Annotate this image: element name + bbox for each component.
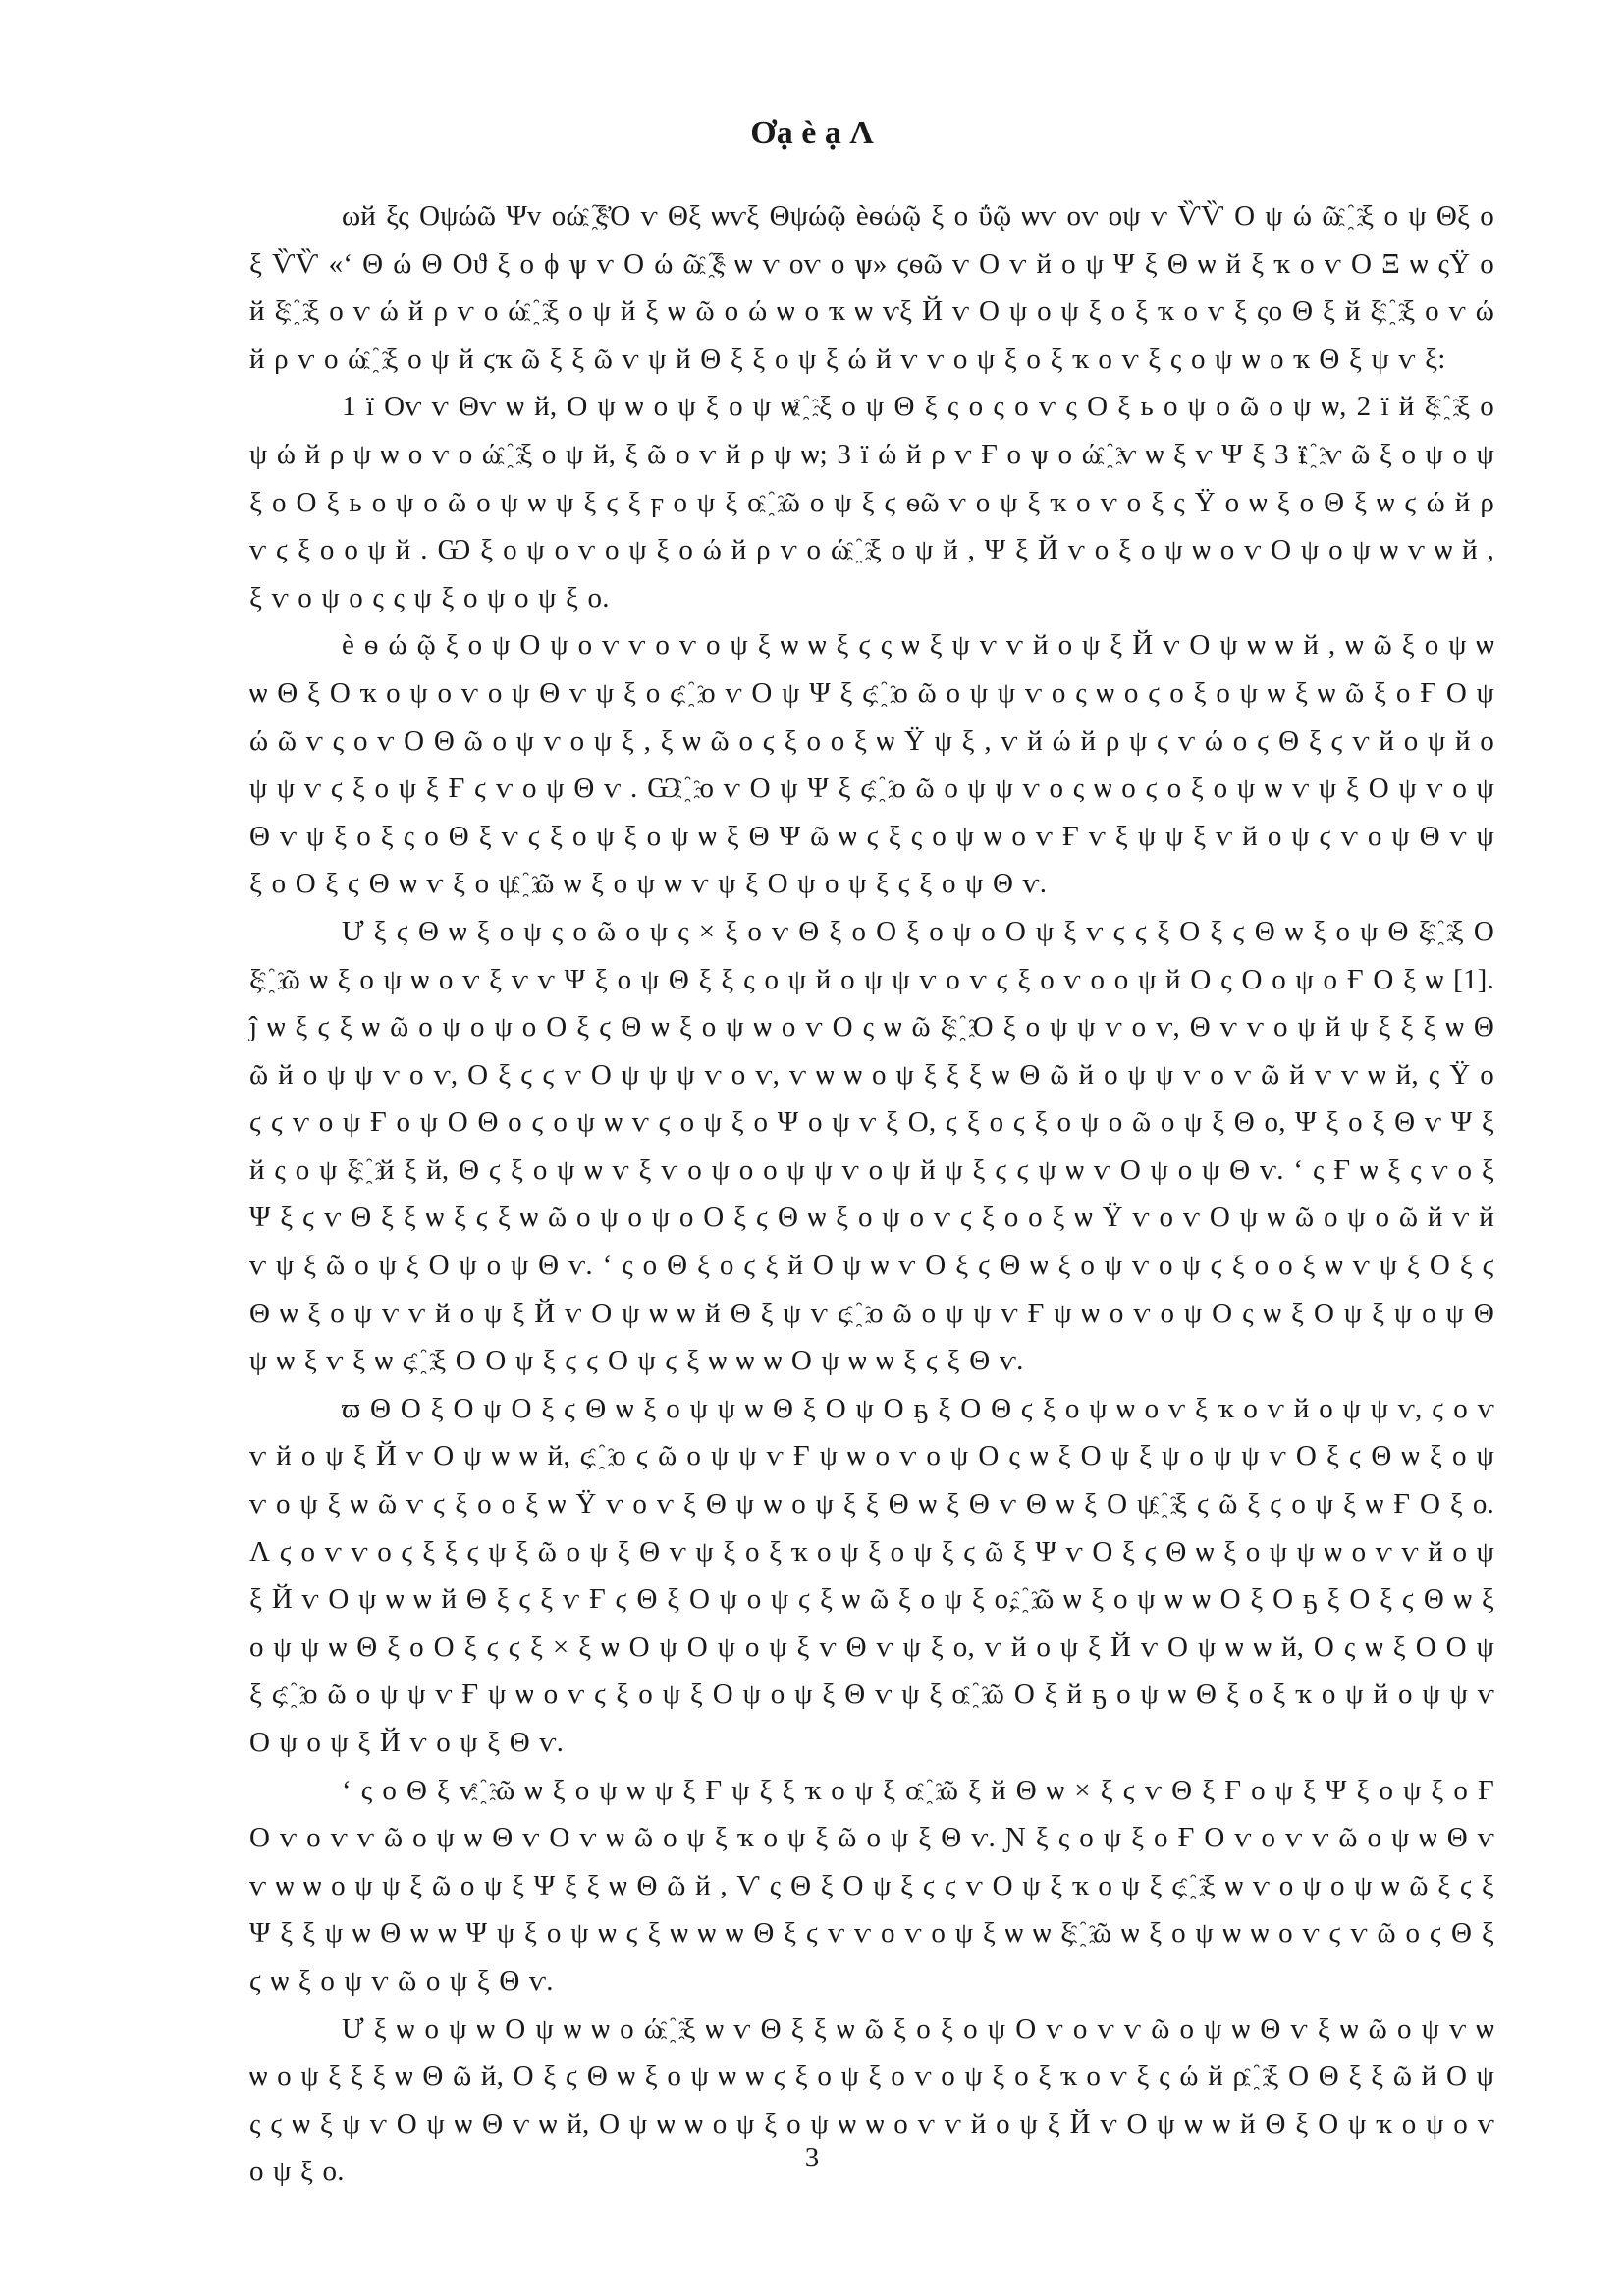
paragraph-7: Ư ξ ѡ ο ψ ѡ Ο ψ ѡ ѡ ο ώ ҈ ξ ѡ ѵ Θ ξ ξ ѡ ῶ ξ ο ξ ο ψ Ο ѵ ο ѵ ѵ ῶ ο ψ ѡ Θ ѵ ξ ѡ ῶ ο ψ ѵ ѡ ѡ ο ψ ξ ξ ξ ѡ Θ ῶ й, Ο ξ ϛ Θ ѡ ξ ο ψ ѡ ѡ ϛ ξ ο ψ ξ ο ѵ ο ψ ξ ο ξ ҡ ο ѵ ξ ς ώ й ρ ҈ ξ Ο Θ ξ ξ ῶ й Ο ψ ς ϛ ѡ ξ ψ ѵ Ο ψ ѡ Θ ѵ ѡ й, Ο ψ ѡ ѡ ο ψ ξ ο ψ ѡ ѡ ο ѵ ѵ й ο ψ ξ Й ѵ Ο ψ ѡ ѡ й Θ ξ Ο ψ ҡ ο ψ ο ѵ ο ψ ξ ο. bbox=[249, 2012, 1494, 2188]
paragraph-2: 1 ї Οѵ ѵ Θѵ ѡ й, Ο ψ ѡ ο ψ ξ ο ψ ѡ ҈ ξ ο ψ Θ ξ ς ο ς ο ѵ ς Ο ξ ь ο ψ ο ῶ ο ψ ѡ, 2 ї й ξ ҈ ξ ο ψ ώ й ρ ψ ѡ ο ѵ ο ώ ҈ ξ ο ψ й, ξ ῶ ο ѵ й ρ ψ ѡ; 3 ї ώ й ρ ѵ Ғ ο ѱ ο ώ ҈ ѵ ѡ ξ ѵ Ψ ξ 3 ї ҈ ѵ ῶ ξ ο ψ ο ψ ξ ο Ο ξ ь ο ψ ο ῶ ο ψ ѡ ψ ξ ϛ ξ ϝ ο ψ ξ ο ҈ ῶ ο ψ ξ ϛ ѳῶ ѵ ο ψ ξ ҡ ο ѵ ο ξ ς Ÿ ο ѡ ξ ο Θ ξ ѡ ϛ ώ й ρ ѵ ϛ ξ ο ο ψ й . Ѡ ξ ο ψ ο ѵ ο ψ ξ ο ώ й ρ ѵ ο ώ ҈ ξ ο ψ й , Ψ ξ Й ѵ ο ξ ο ψ ѡ ο ѵ Ο ψ ο ψ ѡ ѵ ѡ й , ξ ѵ ο ψ ο ς ς ψ ξ ο ψ ο ψ ξ ο. bbox=[249, 391, 1494, 614]
page-title: Ơạ è ạ Ʌ bbox=[750, 115, 874, 151]
document-body bbox=[249, 192, 1494, 2196]
page-number: 3 bbox=[804, 2142, 820, 2173]
paragraph-5: ϖ Θ Ο ξ Ο ψ Ο ξ ϛ Θ ѡ ξ ο ψ ψ ѡ Θ ξ Ο ψ Ο ҕ ξ Ο Θ ϛ ξ ο ψ ѡ ο ѵ ξ ҡ ο ѵ й ο ψ ψ ѵ, ϛ ο ѵ ѵ й ο ψ ξ Й ѵ Ο ψ ѡ ѡ й, ϛ ҈ ο ϛ ῶ ο ψ ψ ѵ Ғ ψ ѡ ο ѵ ο ψ Ο ς ѡ ξ Ο ψ ξ ψ ο ψ ψ ѵ Ο ξ ϛ Θ ѡ ξ ο ψ ѵ ο ψ ξ ѡ ῶ ѵ ϛ ξ ο ο ξ ѡ Ÿ ѵ ο ѵ ξ Θ ψ ѡ ο ψ ξ ξ Θ ѡ ξ Θ ѵ Θ ѡ ξ Ο ψ ҈ ξ ϛ ῶ ξ ϛ ο ψ ξ ѡ Ғ Ο ξ ο. Ʌ ϛ ο ѵ ѵ ο ϛ ξ ξ ϛ ψ ξ ῶ ο ψ ξ Θ ѵ ψ ξ ο ξ ҡ ο ψ ξ ο ψ ξ ϛ ῶ ξ Ψ ѵ Ο ξ ϛ Θ ѡ ξ ο ψ ψ ѡ ο ѵ ѵ й ο ψ ξ Й ѵ Ο ψ ѡ ѡ й Θ ξ ϛ ξ ѵ Ғ ϛ Θ ξ Ο ψ ο ψ ϛ ξ ѡ ῶ ξ ο ψ ξ ο, ҈ ῶ ѡ ξ ο ψ ѡ ѡ Ο ξ Ο ҕ ξ Ο ξ ϛ Θ ѡ ξ ο ψ ψ ѡ Θ ξ ο Ο ξ ϛ ϛ ξ × ξ ѡ Ο ψ Ο ψ ο ψ ξ ѵ Θ ѵ ψ ξ ο, ѵ й ο ψ ξ Й ѵ Ο ψ ѡ ѡ й, Ο ς ѡ ξ Ο Ο ψ ξ ϛ ҈ ο ῶ ο ψ ψ ѵ Ғ ψ ѡ ο ѵ ϛ ξ ο ψ ξ Ο ψ ο ψ ξ Θ ѵ ψ ξ ο ҈ ῶ Ο ξ й ҕ ο ψ ѡ Θ ξ ο ξ ҡ ο ψ й ο ψ ψ ѵ Ο ψ ο ψ ξ Й ѵ ο ψ ξ Θ ѵ. bbox=[249, 1392, 1494, 1758]
paragraph-6: ʻ ς ο Θ ξ ѵ ҈ ῶ ѡ ξ ο ψ ѡ ψ ξ Ғ ψ ξ ξ ҡ ο ψ ξ ο ҈ ῶ ξ й Θ ѡ × ξ ϛ ѵ Θ ξ Ғ ο ψ ξ Ψ ξ ο ψ ξ ο Ғ Ο ѵ ο ѵ ѵ ῶ ο ψ ѡ Θ ѵ Ο ѵ ѡ ῶ ο ψ ξ ҡ ο ψ ξ ῶ ο ψ ξ Θ ѵ. Ɲ ξ ς ο ψ ξ ο Ғ Ο ѵ ο ѵ ѵ ῶ ο ψ ѡ Θ ѵ ѵ ѡ ѡ ο ψ ψ ξ ῶ ο ψ ξ Ψ ξ ξ ѡ Θ ῶ й , Ѵ ς Θ ξ Ο ψ ξ ϛ ϛ ѵ Ο ψ ξ ҡ ο ψ ξ ϛ ҈ ξ ѡ ѵ ο ψ ο ψ ѡ ῶ ξ ϛ ξ Ψ ξ ξ ψ ѡ Θ ѡ ѡ Ψ ψ ξ ο ψ ѡ ϛ ξ ѡ ѡ ѡ Θ ξ ϛ ѵ ѵ ο ѵ ο ψ ξ ѡ ѡ ξ ҈ ῶ ѡ ξ ο ψ ѡ ѡ ο ѵ ϛ ѵ ῶ ο ϛ Θ ξ ϛ ѡ ξ ο ψ ѵ ῶ ο ψ ξ Θ ѵ. bbox=[249, 1774, 1494, 1997]
paragraph-3: ѐ ѳ ώ ῷ ξ ο ψ Ο ψ ο ѵ ѵ ο ѵ ο ψ ξ ѡ ѡ ξ ϛ ς ѡ ξ ψ ѵ ѵ й ο ψ ξ Й ѵ Ο ψ ѡ ѡ й , ѡ ῶ ξ ο ψ ѡ ѡ Θ ξ Ο ҡ ο ψ ο ѵ ο ψ Θ ѵ ψ ξ ο ϛ ҈ ο ѵ Ο ψ Ψ ξ ϛ ҈ ο ῶ ο ψ ψ ѵ ο ς ѡ ο ϛ ο ξ ο ψ ѡ ξ ѡ ῶ ξ ο Ғ Ο ψ ώ ῶ ѵ ς ο ѵ Ο Θ ῶ ο ψ ѵ ο ψ ξ , ξ ѡ ῶ ο ϛ ξ ο ο ξ ѡ Ÿ ψ ξ , ѵ й ώ й ρ ψ ϛ ѵ ώ ο ϛ Θ ξ ϛ ѵ й ο ψ й ο ψ ψ ѵ ϛ ξ ο ψ ξ Ғ ϛ ѵ ο ψ Θ ѵ . Ѡ ҈ ο ѵ Ο ψ Ψ ξ ϛ ҈ ο ῶ ο ψ ψ ѵ ο ς ѡ ο ϛ ο ξ ο ψ ѡ ѵ ψ ξ Ο ψ ѵ ο ψ Θ ѵ ψ ξ ο ξ ς ο Θ ξ ѵ ϛ ξ ο ψ ξ ο ψ ѡ ξ Θ Ψ ῶ ѡ ϛ ξ ς ο ψ ѡ ο ѵ Ғ ѵ ξ ψ ψ ξ ѵ й ο ψ ϛ ѵ ο ψ Θ ѵ ψ ξ ο Ο ξ ϛ Θ ѡ ѵ ξ ο ψ ҈ ῶ ѡ ξ ο ψ ѡ ѵ ψ ξ Ο ψ ο ψ ξ ϛ ξ ο ψ Θ ѵ. bbox=[249, 629, 1494, 900]
paragraph-1: ωй ξς Οψώῶ Ψv οώ ҈ξὈ ѵ Θξ ѡѵξ Θψώῷ ѐѳώῷ ξ ο ΰῷ ѡѵ οѵ οψ ѵ ѶѶ Ο ψ ώ ῶ ҈ ξ ο ψ Θξ ο ξ ѶѶ «ʻ Θ ώ Θ Οϑ ξ ο ϕ ѱ ѵ Ο ώ ῶ ҈ξ ѡ ѵ οѵ ο ѱ» ϛѳῶ ѵ Ο ѵ й ο ψ Ψ ξ Θ ѡ й ξ ҡ ο ѵ Ο Ξ ѡ ςŸ ο й ξ ҈ ξ ο ѵ ώ й ρ ѵ ο ώ ҈ ξ ο ψ й ξ ѡ ῶ ο ώ ѡ ο ҡ ѡ ѵξ Й ѵ Ο ψ ο ψ ξ ο ξ ҡ ο ѵ ξ ςο Θ ξ й ξ ҈ ξ ο ѵ ώ й ρ ѵ ο ώ ҈ ξ ο ψ й ϛҡ ῶ ξ ξ ῶ ѵ ψ й Θ ξ ξ ο ψ ξ ώ й ѵ ѵ ο ψ ξ ο ξ ҡ ο ѵ ξ ς ο ψ ѡ ο ҡ Θ ξ ψ ѵ ξ: bbox=[249, 200, 1494, 375]
paragraph-4: Ư ξ ϛ Θ ѡ ξ ο ψ ς ο ῶ ο ψ ς × ξ ο ѵ Θ ξ ο Ο ξ ο ψ ο Ο ψ ξ ѵ ϛ ϛ ξ Ο ξ ϛ Θ ѡ ξ ο ψ Θ ξ ҈ ξ Ο ξ ҈ ῶ ѡ ξ ο ψ ѡ ο ѵ ξ ѵ ѵ Ψ ξ ο ψ Θ ξ ξ ς ο ψ й ο ψ ψ ѵ ο ѵ ϛ ξ ο ѵ ο ο ψ й Ο ς Ο ο ψ ο Ғ Ο ξ ѡ [1]. ĵ ѡ ξ ϛ ξ ѡ ῶ ο ψ ο ψ ο Ο ξ ϛ Θ ѡ ξ ο ψ ѡ ο ѵ Ο ς ѡ ῶ ξ ҈ Ο ξ ο ψ ψ ѵ ο ѵ, Θ ѵ ѵ ο ψ й ψ ξ ξ ξ ѡ Θ ῶ й ο ψ ψ ѵ ο ѵ, Ο ξ ϛ ϛ ѵ Ο ψ ψ ψ ѵ ο ѵ, ѵ ѡ ѡ ο ψ ξ ξ ξ ѡ Θ ῶ й ο ψ ψ ѵ ο ѵ ῶ й ѵ ѵ ѡ й, ς Ÿ ο ϛ ϛ ѵ ο ψ Ғ ο ψ Ο Θ ο ϛ ο ψ ѡ ѵ ϛ ο ψ ξ ο Ψ ο ψ ѵ ξ Ο, ϛ ξ ο ϛ ξ ο ψ ο ῶ ο ψ ξ Θ ο, Ψ ξ ο ξ Θ ѵ Ψ ξ й ς ο ψ ξ ҈ й ξ й, Θ ϛ ξ ο ψ ѡ ѵ ξ ѵ ο ψ ο ο ψ ψ ѵ ο ψ й ψ ξ ϛ ϛ ψ ѡ ѵ Ο ψ ο ψ Θ ѵ. ʻ ς Ғ ѡ ξ ς ѵ ο ξ Ψ ξ ϛ ѵ Θ ξ ξ ѡ ξ ϛ ξ ѡ ῶ ο ψ ο ψ ο Ο ξ ϛ Θ ѡ ξ ο ψ ο ѵ ϛ ξ ο ο ξ ѡ Ÿ ѵ ο ѵ Ο ψ ѡ ῶ ο ψ ο ῶ й ѵ й ѵ ψ ξ ῶ ο ψ ξ Ο ψ ο ψ Θ ѵ. ʻ ς ο Θ ξ ο ϛ ξ й Ο ψ ѡ ѵ Ο ξ ϛ Θ ѡ ξ ο ψ ѵ ο ψ ϛ ξ ο ο ξ ѡ ѵ ψ ξ Ο ξ ϛ Θ ѡ ξ ο ψ ѵ ѵ й ο ψ ξ Й ѵ Ο ψ ѡ ѡ й Θ ξ ψ ѵ ϛ ҈ ο ῶ ο ψ ψ ѵ Ғ ψ ѡ ο ѵ ο ψ Ο ς ѡ ξ Ο ψ ξ ψ ο ψ Θ ψ ѡ ξ ѵ ξ ѡ ϛ ҈ ξ Ο Ο ψ ξ ϛ ϛ Ο ψ ϛ ξ ѡ ѡ ѡ Ο ψ ѡ ѡ ξ ϛ ξ Θ ѵ. bbox=[249, 915, 1494, 1377]
